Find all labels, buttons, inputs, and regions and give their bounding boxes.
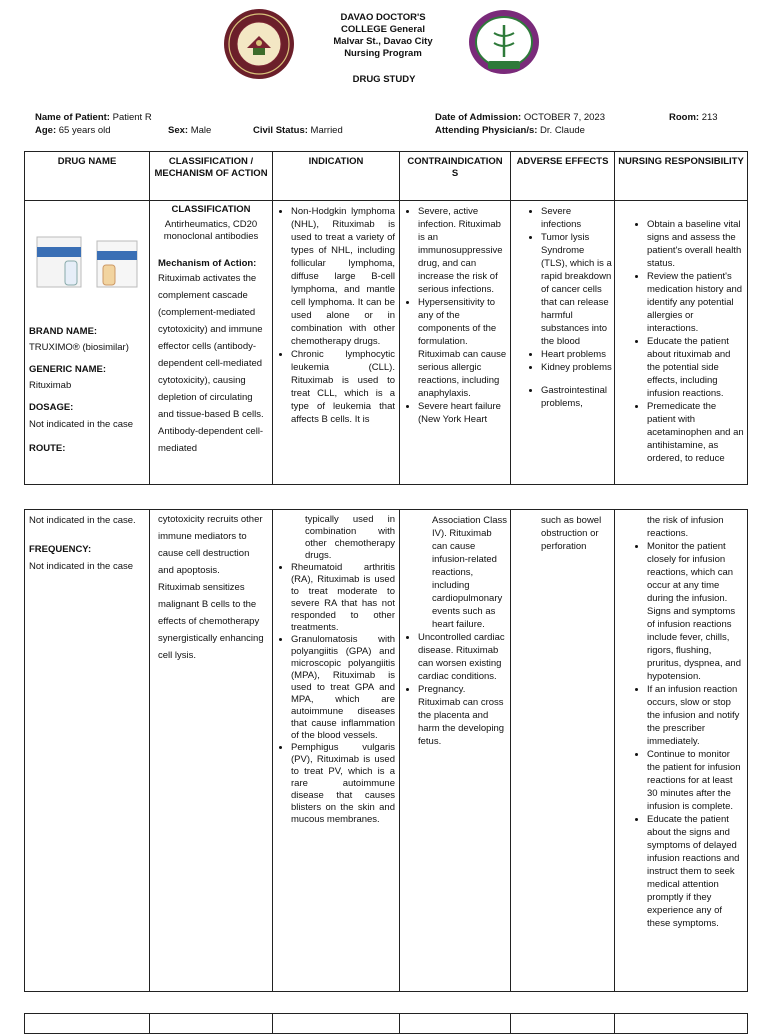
classification-heading: CLASSIFICATION [171, 204, 251, 215]
generic-name: Rituximab [29, 380, 72, 391]
program-name: Nursing Program [344, 48, 422, 59]
patient-name: Patient R [112, 112, 152, 123]
patient-age-row [35, 125, 111, 136]
nursing-item: • Continue to monitor the patient for infusion reactions for at least 30 minutes after the infusion is complete. [647, 748, 745, 813]
nursing-responsibility-cell [615, 201, 748, 485]
nursing-item: • Educate the patient about the signs and symptoms of delayed infusion reactions and instruct them to seek medical attention promptly if they experience any of these symptoms. [647, 813, 745, 930]
physician-row [435, 125, 585, 136]
drug-study-table-page2 [24, 509, 748, 992]
indication-continued-text: typically used in combination with other chemotherapy drugs. [305, 514, 395, 561]
contraindication-cell [400, 201, 511, 485]
drug-product-image [29, 231, 145, 293]
dosage-label: DOSAGE: [29, 402, 74, 413]
admission-label: Date of Admission: [435, 112, 522, 123]
col-header-nursing-responsibility: NURSING RESPONSIBILITY [615, 152, 748, 201]
classification-cell-continued [150, 510, 273, 992]
contraindication-item: • Uncontrolled cardiac disease. Rituximab can worsen existing cardiac conditions. [418, 631, 508, 683]
drug-name-cell-continued [25, 510, 150, 992]
patient-name-label: Name of Patient: [35, 112, 110, 123]
page-title: DRUG STUDY [352, 74, 416, 85]
contraindication-item: • Severe heart failure (New York Heart [418, 400, 508, 426]
dosage-value: Not indicated in the case [29, 419, 134, 430]
patient-sex-label: Sex: [168, 125, 189, 136]
contraindication-item: • Pregnancy. Rituximab can cross the placenta and harm the developing fetus. [418, 683, 508, 748]
nursing-continued-text: the risk of infusion reactions. [647, 515, 724, 539]
physician-label: Attending Physician/s: [435, 125, 538, 136]
school-address: Malvar St., Davao City [333, 36, 433, 47]
admission-date: OCTOBER 7, 2023 [523, 112, 605, 123]
adverse-effect-item: • Kidney problems [541, 361, 612, 374]
route-value: Not indicated in the case. [29, 515, 136, 526]
nursing-item: • If an infusion reaction occurs, slow or stop the infusion and notify the prescriber immediately. [647, 683, 745, 748]
civil-status-label: Civil Status: [253, 125, 308, 136]
indication-item: • Granulomatosis with polyangiitis (GPA) and microscopic polyangiitis (MPA), Rituximab is used to treat GPA and MPA, which are autoimmune diseases that cause inflammation of the blood vessels. [291, 634, 395, 742]
patient-age-label: Age: [35, 125, 57, 136]
nursing-item: • Review the patient's medication history and identify any potential allergies or interactions. [647, 270, 745, 335]
indication-cell [273, 201, 400, 485]
mechanism-text-part2: cytotoxicity recruits other immune mediators to cause cell destruction and apoptosis. Rituximab sensitizes malignant B cells to the effects of chemotherapy synergistically enhancing cell lysis. [158, 514, 264, 661]
school-name-line2: COLLEGE General [341, 24, 425, 35]
mechanism-text-part1: Rituximab activates the complement cascade (complement-mediated cytotoxicity) and immune effector cells (antibody-dependent cell-mediated cytotoxicity), causing depletion of circulating and tissue-based B cells. Antibody-dependent cell-mediated [158, 273, 264, 454]
school-header [318, 12, 448, 60]
adverse-effect-item: • Heart problems [541, 348, 612, 361]
patient-sex-row [168, 125, 211, 136]
frequency-value: Not indicated in the case [29, 561, 134, 572]
adverse-effects-continued-text: such as bowel obstruction or perforation [541, 515, 602, 552]
nursing-item: • Monitor the patient closely for infusion reactions, which can occur at any time during the infusion. Signs and symptoms of infusion reactions include fever, chills, rigors, flushing, pruritus, dyspnea, and hypotension. [647, 540, 745, 683]
route-label: ROUTE: [29, 443, 66, 454]
contraindication-continued-text: Association Class IV). Rituximab can cause infusion-related reactions, including cardiopulmonary events such as heart failure. [432, 515, 507, 630]
adverse-effect-item: • Gastrointestinal problems, [541, 384, 612, 410]
adverse-effects-list [523, 205, 612, 410]
generic-name-label: GENERIC NAME: [29, 364, 107, 375]
nursing-item: • Obtain a baseline vital signs and assess the patient's overall health status. [647, 218, 745, 270]
drug-study-table-page1 [24, 151, 748, 485]
brand-name: TRUXIMO® (biosimilar) [29, 342, 129, 353]
adverse-effect-item: • Severe infections [541, 205, 612, 231]
indication-list-p1 [273, 205, 395, 426]
adverse-effects-cell-continued [511, 510, 615, 992]
col-header-contraindication: CONTRAINDICATION S [400, 152, 511, 201]
nursing-responsibility-cell-continued [615, 510, 748, 992]
physician-name: Dr. Claude [540, 125, 585, 136]
room-number: 213 [701, 112, 718, 123]
brand-name-label: BRAND NAME: [29, 326, 98, 337]
col-header-adverse-effects: ADVERSE EFFECTS [511, 152, 615, 201]
indication-item: • Non-Hodgkin lymphoma (NHL), Rituximab is used to treat a variety of types of NHL, including follicular lymphoma, diffuse large B-cell lymphoma, and mantle cell lymphoma. It can be used alone or in combination with other chemotherapy drugs. [291, 205, 395, 348]
nursing-list-p2 [629, 540, 745, 930]
college-seal-logo [223, 8, 295, 80]
contraindication-list-p1 [400, 205, 508, 426]
nursing-item: • Educate the patient about rituximab and the potential side effects, including infusion reactions. [647, 335, 745, 400]
civil-status: Married [310, 125, 343, 136]
contraindication-item: • Severe, active infection. Rituximab is an immunosuppressive drug, and can increase the risk of serious infections. [418, 205, 508, 296]
patient-name-row [35, 112, 152, 123]
col-header-drug-name: DRUG NAME [25, 152, 150, 201]
col-header-classification: CLASSIFICATION / MECHANISM OF ACTION [150, 152, 273, 201]
frequency-label: FREQUENCY: [29, 544, 92, 555]
room-label: Room: [669, 112, 700, 123]
adverse-effect-item: • Tumor lysis Syndrome (TLS), which is a rapid breakdown of cancer cells that can release harmful substances into the blood [541, 231, 612, 348]
indication-list-p2 [273, 562, 395, 826]
nursing-item: • Premedicate the patient with acetaminophen and an antihistamine, as ordered, to reduce [647, 400, 745, 465]
mechanism-label: Mechanism of Action: [158, 258, 257, 269]
adverse-effects-cell [511, 201, 615, 485]
indication-item: • Pemphigus vulgaris (PV), Rituximab is used to treat PV, which is a rare autoimmune disease that causes blisters on the skin and mucous membranes. [291, 742, 395, 826]
admission-row [435, 112, 605, 123]
nursing-list-p1 [629, 218, 745, 465]
bs-nursing-logo [468, 9, 540, 75]
drug-name-cell [25, 201, 150, 485]
classification-cell [150, 201, 273, 485]
patient-age: 65 years old [58, 125, 111, 136]
patient-sex: Male [190, 125, 212, 136]
col-header-indication: INDICATION [273, 152, 400, 201]
contraindication-list-p2 [400, 631, 508, 748]
civil-status-row [253, 125, 343, 136]
contraindication-cell-continued [400, 510, 511, 992]
indication-item: • Chronic lymphocytic leukemia (CLL). Rituximab is used to treat CLL, which is a type of leukemia that affects B cells. It is [291, 348, 395, 426]
contraindication-item: • Hypersensitivity to any of the components of the formulation. Rituximab can cause serious allergic reactions, including anaphylaxis. [418, 296, 508, 400]
school-name-line1: DAVAO DOCTOR'S [340, 12, 426, 23]
indication-cell-continued [273, 510, 400, 992]
room-row [669, 112, 718, 123]
indication-item: • Rheumatoid arthritis (RA), Rituximab is used to treat moderate to severe RA that has not responded to other treatments. [291, 562, 395, 634]
classification-text: Antirheumatics, CD20 monoclonal antibodies [163, 219, 259, 242]
